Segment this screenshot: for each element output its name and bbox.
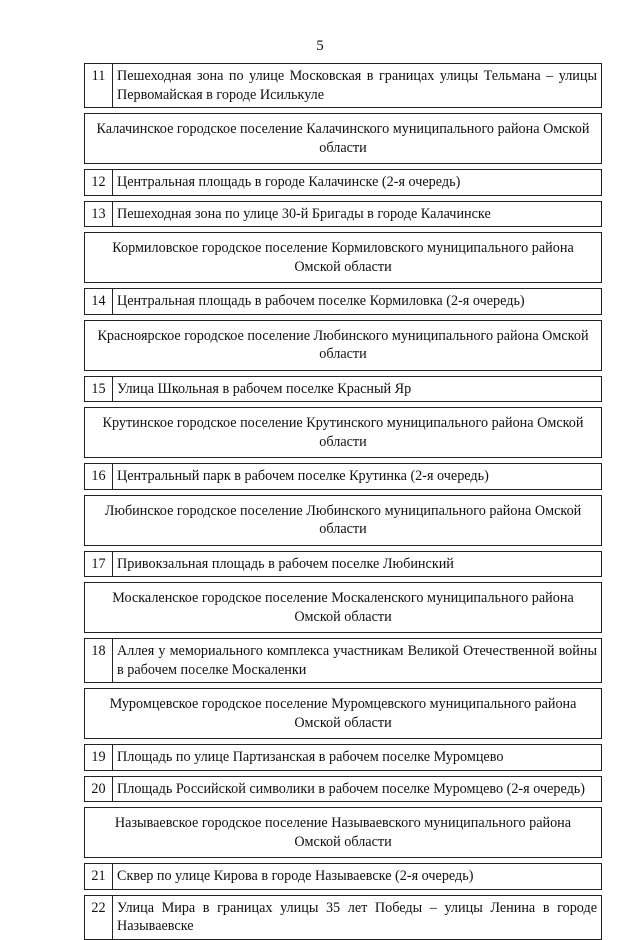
table-row [85,201,602,227]
section-row [85,583,602,633]
objects-table-body [85,64,602,940]
section-title: Красноярское городское поселение Любинского муниципального района Омской области [85,320,602,370]
table-row [85,170,602,196]
section-row [85,808,602,858]
table-row [85,864,602,890]
row-text: Улица Мира в границах улицы 35 лет Победы – улицы Ленина в городе Называевске [113,895,602,939]
table-row [85,776,602,802]
row-number: 17 [85,551,113,577]
table-row [85,64,602,108]
row-number: 15 [85,376,113,402]
section-title: Кормиловское городское поселение Кормиловского муниципального района Омской области [85,233,602,283]
table-row [85,895,602,939]
table-row [85,551,602,577]
table-row [85,464,602,490]
page-number: 5 [316,38,324,54]
row-number: 20 [85,776,113,802]
row-text: Центральный парк в рабочем поселке Крутинка (2-я очередь) [113,464,602,490]
row-text: Аллея у мемориального комплекса участникам Великой Отечественной войны в рабочем поселке Москаленки [113,639,602,683]
table-row [85,745,602,771]
section-row [85,408,602,458]
row-text: Привокзальная площадь в рабочем поселке Любинский [113,551,602,577]
row-number: 21 [85,864,113,890]
row-text: Сквер по улице Кирова в городе Называевске (2-я очередь) [113,864,602,890]
row-text: Пешеходная зона по улице Московская в границах улицы Тельмана – улицы Первомайская в городе Исилькуле [113,64,602,108]
section-title: Калачинское городское поселение Калачинского муниципального района Омской области [85,114,602,164]
row-number: 13 [85,201,113,227]
section-title: Муромцевское городское поселение Муромцевского муниципального района Омской области [85,689,602,739]
section-title: Называевское городское поселение Называевского муниципального района Омской области [85,808,602,858]
section-title: Крутинское городское поселение Крутинского муниципального района Омской области [85,408,602,458]
section-row [85,689,602,739]
row-text: Пешеходная зона по улице 30-й Бригады в городе Калачинске [113,201,602,227]
row-text: Площадь по улице Партизанская в рабочем поселке Муромцево [113,745,602,771]
objects-table [84,63,602,940]
row-number: 12 [85,170,113,196]
section-row [85,320,602,370]
row-text: Центральная площадь в городе Калачинске (2-я очередь) [113,170,602,196]
section-row [85,233,602,283]
row-number: 18 [85,639,113,683]
section-title: Любинское городское поселение Любинского муниципального района Омской области [85,495,602,545]
table-row [85,639,602,683]
row-text: Центральная площадь в рабочем поселке Кормиловка (2-я очередь) [113,289,602,315]
section-title: Москаленское городское поселение Москаленского муниципального района Омской области [85,583,602,633]
row-text: Площадь Российской символики в рабочем поселке Муромцево (2-я очередь) [113,776,602,802]
row-number: 19 [85,745,113,771]
table-row [85,376,602,402]
row-number: 14 [85,289,113,315]
section-row [85,495,602,545]
table-row [85,289,602,315]
row-number: 16 [85,464,113,490]
section-row [85,114,602,164]
row-number: 22 [85,895,113,939]
row-text: Улица Школьная в рабочем поселке Красный Яр [113,376,602,402]
row-number: 11 [85,64,113,108]
